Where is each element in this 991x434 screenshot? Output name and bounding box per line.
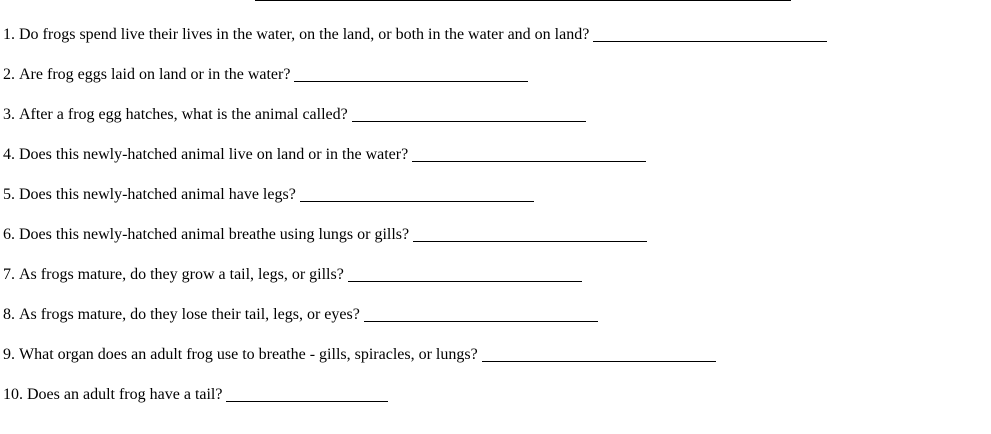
question-4 [3, 145, 646, 165]
question-7 [3, 265, 582, 285]
answer-blank[interactable] [413, 241, 647, 242]
question-2 [3, 65, 528, 85]
question-number: 1. [3, 26, 15, 43]
answer-blank[interactable] [593, 41, 827, 42]
question-10 [3, 385, 388, 405]
question-number: 6. [3, 226, 15, 243]
question-number: 3. [3, 106, 15, 123]
question-1 [3, 25, 827, 45]
answer-blank[interactable] [352, 121, 586, 122]
question-5 [3, 185, 534, 205]
question-3 [3, 105, 586, 125]
question-8 [3, 305, 598, 325]
question-text: Do frogs spend live their lives in the water, on the land, or both in the water and on land? [19, 26, 590, 43]
question-number: 5. [3, 186, 15, 203]
top-rule-line [255, 0, 791, 1]
question-9 [3, 345, 716, 365]
question-text: What organ does an adult frog use to breathe - gills, spiracles, or lungs? [19, 346, 478, 363]
question-text: Does this newly-hatched animal have legs? [19, 186, 296, 203]
answer-blank[interactable] [348, 281, 582, 282]
question-number: 10. [3, 386, 23, 403]
question-number: 8. [3, 306, 15, 323]
question-6 [3, 225, 647, 245]
answer-blank[interactable] [364, 321, 598, 322]
answer-blank[interactable] [300, 201, 534, 202]
question-text: As frogs mature, do they grow a tail, legs, or gills? [19, 266, 344, 283]
question-number: 4. [3, 146, 15, 163]
question-text: After a frog egg hatches, what is the animal called? [19, 106, 348, 123]
answer-blank[interactable] [226, 401, 388, 402]
question-number: 2. [3, 66, 15, 83]
question-text: Does this newly-hatched animal live on land or in the water? [19, 146, 409, 163]
answer-blank[interactable] [294, 81, 528, 82]
answer-blank[interactable] [482, 361, 716, 362]
question-text: Does an adult frog have a tail? [27, 386, 223, 403]
answer-blank[interactable] [412, 161, 646, 162]
question-text: As frogs mature, do they lose their tail, legs, or eyes? [19, 306, 360, 323]
question-number: 9. [3, 346, 15, 363]
question-text: Are frog eggs laid on land or in the water? [19, 66, 291, 83]
question-text: Does this newly-hatched animal breathe using lungs or gills? [19, 226, 410, 243]
question-number: 7. [3, 266, 15, 283]
